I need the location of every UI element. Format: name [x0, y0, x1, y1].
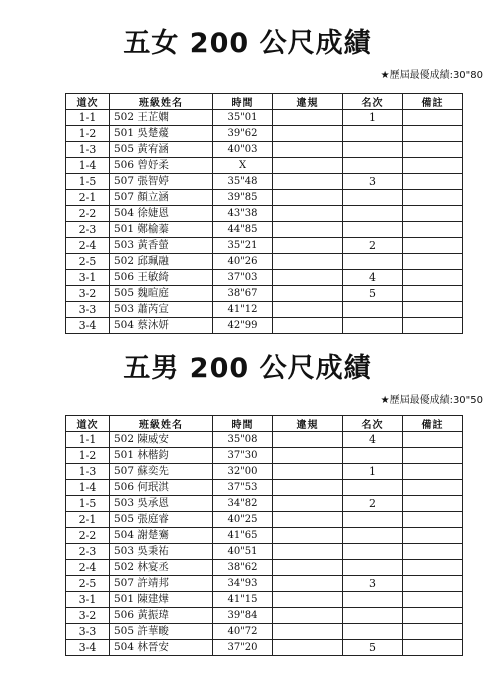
foul-cell — [273, 496, 343, 512]
table-row — [66, 464, 463, 480]
table-row — [66, 142, 463, 158]
rank-cell: 4 — [343, 432, 403, 448]
class-name-cell: 501 吳楚蕿 — [110, 126, 213, 142]
note-cell — [403, 432, 463, 448]
note-cell — [403, 110, 463, 126]
time-cell: 37"03 — [213, 270, 273, 286]
table-row — [66, 222, 463, 238]
class-name-cell: 502 陳威安 — [110, 432, 213, 448]
rank-cell — [343, 254, 403, 270]
class-name-cell: 507 顏立涵 — [110, 190, 213, 206]
header-class-name: 班級姓名 — [110, 94, 213, 110]
rank-cell: 2 — [343, 238, 403, 254]
table-row — [66, 544, 463, 560]
class-name-cell: 505 張庭睿 — [110, 512, 213, 528]
foul-cell — [273, 158, 343, 174]
boys-table-body — [66, 432, 463, 656]
table-row — [66, 190, 463, 206]
class-name-cell: 502 林宴丞 — [110, 560, 213, 576]
foul-cell — [273, 286, 343, 302]
note-cell — [403, 270, 463, 286]
note-cell — [403, 480, 463, 496]
header-foul: 違規 — [273, 94, 343, 110]
class-name-cell: 504 徐婕恩 — [110, 206, 213, 222]
rank-cell — [343, 158, 403, 174]
time-cell: 39"85 — [213, 190, 273, 206]
note-cell — [403, 448, 463, 464]
header-lane: 道次 — [66, 416, 110, 432]
foul-cell — [273, 560, 343, 576]
table-header-row — [66, 416, 463, 432]
class-name-cell: 503 黃香螢 — [110, 238, 213, 254]
rank-cell: 1 — [343, 464, 403, 480]
table-row — [66, 302, 463, 318]
rank-cell — [343, 512, 403, 528]
time-cell: 41"12 — [213, 302, 273, 318]
note-cell — [403, 286, 463, 302]
foul-cell — [273, 608, 343, 624]
time-cell: 34"82 — [213, 496, 273, 512]
class-name-cell: 501 鄭榆蓁 — [110, 222, 213, 238]
lane-cell: 1-5 — [66, 496, 110, 512]
note-cell — [403, 302, 463, 318]
boys-results-table — [65, 415, 463, 656]
table-row — [66, 480, 463, 496]
rank-cell — [343, 302, 403, 318]
class-name-cell: 504 蔡沐妍 — [110, 318, 213, 334]
note-cell — [403, 576, 463, 592]
lane-cell: 3-2 — [66, 608, 110, 624]
foul-cell — [273, 432, 343, 448]
foul-cell — [273, 206, 343, 222]
table-row — [66, 270, 463, 286]
foul-cell — [273, 254, 343, 270]
rank-cell — [343, 592, 403, 608]
rank-cell — [343, 448, 403, 464]
class-name-cell: 503 蕭芮宣 — [110, 302, 213, 318]
rank-cell: 5 — [343, 640, 403, 656]
time-cell: 41"15 — [213, 592, 273, 608]
time-cell: 35"48 — [213, 174, 273, 190]
note-cell — [403, 640, 463, 656]
lane-cell: 2-1 — [66, 512, 110, 528]
lane-cell: 1-3 — [66, 464, 110, 480]
foul-cell — [273, 142, 343, 158]
lane-cell: 1-4 — [66, 480, 110, 496]
time-cell: 40"25 — [213, 512, 273, 528]
table-row — [66, 576, 463, 592]
girls-title: 五女 200 公尺成績 — [123, 28, 372, 59]
class-name-cell: 501 陳建燁 — [110, 592, 213, 608]
table-row — [66, 528, 463, 544]
table-row — [66, 110, 463, 126]
table-row — [66, 206, 463, 222]
note-cell — [403, 158, 463, 174]
header-time: 時間 — [213, 416, 273, 432]
note-cell — [403, 222, 463, 238]
class-name-cell: 506 何珉淇 — [110, 480, 213, 496]
foul-cell — [273, 640, 343, 656]
foul-cell — [273, 592, 343, 608]
note-cell — [403, 174, 463, 190]
rank-cell: 3 — [343, 576, 403, 592]
table-row — [66, 254, 463, 270]
note-cell — [403, 238, 463, 254]
rank-cell — [343, 206, 403, 222]
rank-cell — [343, 608, 403, 624]
note-cell — [403, 190, 463, 206]
foul-cell — [273, 318, 343, 334]
note-cell — [403, 592, 463, 608]
time-cell: 32"00 — [213, 464, 273, 480]
header-note: 備註 — [403, 416, 463, 432]
lane-cell: 1-4 — [66, 158, 110, 174]
table-row — [66, 318, 463, 334]
girls-record: ★歷屆最優成績:30"80 — [380, 70, 483, 81]
time-cell: X — [213, 158, 273, 174]
girls-table-body — [66, 110, 463, 334]
lane-cell: 1-1 — [66, 432, 110, 448]
foul-cell — [273, 110, 343, 126]
table-row — [66, 560, 463, 576]
lane-cell: 2-3 — [66, 544, 110, 560]
rank-cell — [343, 560, 403, 576]
foul-cell — [273, 576, 343, 592]
time-cell: 38"67 — [213, 286, 273, 302]
lane-cell: 1-2 — [66, 126, 110, 142]
note-cell — [403, 142, 463, 158]
lane-cell: 2-3 — [66, 222, 110, 238]
table-row — [66, 608, 463, 624]
time-cell: 40"72 — [213, 624, 273, 640]
rank-cell — [343, 544, 403, 560]
boys-record: ★歷屆最優成績:30"50 — [380, 395, 483, 406]
foul-cell — [273, 270, 343, 286]
rank-cell: 5 — [343, 286, 403, 302]
table-row — [66, 126, 463, 142]
table-row — [66, 158, 463, 174]
class-name-cell: 507 張智婷 — [110, 174, 213, 190]
class-name-cell: 501 林楷鈞 — [110, 448, 213, 464]
class-name-cell: 502 王芷嫻 — [110, 110, 213, 126]
class-name-cell: 503 吳承恩 — [110, 496, 213, 512]
class-name-cell: 507 蘇奕先 — [110, 464, 213, 480]
class-name-cell: 503 吳秉祐 — [110, 544, 213, 560]
class-name-cell: 505 許華畯 — [110, 624, 213, 640]
lane-cell: 3-4 — [66, 640, 110, 656]
foul-cell — [273, 190, 343, 206]
class-name-cell: 505 魏暄庭 — [110, 286, 213, 302]
note-cell — [403, 528, 463, 544]
note-cell — [403, 464, 463, 480]
rank-cell — [343, 480, 403, 496]
note-cell — [403, 496, 463, 512]
class-name-cell: 502 邱珮融 — [110, 254, 213, 270]
lane-cell: 1-2 — [66, 448, 110, 464]
table-row — [66, 286, 463, 302]
time-cell: 43"38 — [213, 206, 273, 222]
note-cell — [403, 126, 463, 142]
time-cell: 37"53 — [213, 480, 273, 496]
foul-cell — [273, 528, 343, 544]
foul-cell — [273, 238, 343, 254]
foul-cell — [273, 448, 343, 464]
lane-cell: 2-2 — [66, 528, 110, 544]
time-cell: 41"65 — [213, 528, 273, 544]
lane-cell: 1-1 — [66, 110, 110, 126]
note-cell — [403, 512, 463, 528]
rank-cell: 3 — [343, 174, 403, 190]
header-class-name: 班級姓名 — [110, 416, 213, 432]
time-cell: 37"30 — [213, 448, 273, 464]
rank-cell: 4 — [343, 270, 403, 286]
time-cell: 35"01 — [213, 110, 273, 126]
class-name-cell: 505 黃宥涵 — [110, 142, 213, 158]
class-name-cell: 506 曾妤柔 — [110, 158, 213, 174]
lane-cell: 1-3 — [66, 142, 110, 158]
note-cell — [403, 318, 463, 334]
note-cell — [403, 206, 463, 222]
time-cell: 44"85 — [213, 222, 273, 238]
time-cell: 40"51 — [213, 544, 273, 560]
rank-cell: 2 — [343, 496, 403, 512]
lane-cell: 1-5 — [66, 174, 110, 190]
foul-cell — [273, 544, 343, 560]
table-row — [66, 448, 463, 464]
rank-cell — [343, 142, 403, 158]
lane-cell: 2-4 — [66, 238, 110, 254]
foul-cell — [273, 126, 343, 142]
foul-cell — [273, 464, 343, 480]
table-header-row — [66, 94, 463, 110]
table-row — [66, 432, 463, 448]
lane-cell: 2-1 — [66, 190, 110, 206]
time-cell: 39"62 — [213, 126, 273, 142]
time-cell: 40"26 — [213, 254, 273, 270]
rank-cell — [343, 222, 403, 238]
lane-cell: 2-5 — [66, 576, 110, 592]
header-note: 備註 — [403, 94, 463, 110]
lane-cell: 2-2 — [66, 206, 110, 222]
boys-title: 五男 200 公尺成績 — [123, 353, 372, 384]
header-time: 時間 — [213, 94, 273, 110]
class-name-cell: 506 黃振瑋 — [110, 608, 213, 624]
time-cell: 34"93 — [213, 576, 273, 592]
rank-cell: 1 — [343, 110, 403, 126]
note-cell — [403, 544, 463, 560]
time-cell: 38"62 — [213, 560, 273, 576]
foul-cell — [273, 624, 343, 640]
rank-cell — [343, 190, 403, 206]
rank-cell — [343, 624, 403, 640]
lane-cell: 2-4 — [66, 560, 110, 576]
time-cell: 35"08 — [213, 432, 273, 448]
note-cell — [403, 624, 463, 640]
header-rank: 名次 — [343, 416, 403, 432]
table-row — [66, 592, 463, 608]
time-cell: 37"20 — [213, 640, 273, 656]
time-cell: 40"03 — [213, 142, 273, 158]
table-row — [66, 238, 463, 254]
class-name-cell: 506 王敏綺 — [110, 270, 213, 286]
header-lane: 道次 — [66, 94, 110, 110]
foul-cell — [273, 512, 343, 528]
rank-cell — [343, 528, 403, 544]
table-row — [66, 174, 463, 190]
time-cell: 42"99 — [213, 318, 273, 334]
foul-cell — [273, 480, 343, 496]
note-cell — [403, 560, 463, 576]
class-name-cell: 504 林晉安 — [110, 640, 213, 656]
table-row — [66, 640, 463, 656]
lane-cell: 3-1 — [66, 270, 110, 286]
rank-cell — [343, 318, 403, 334]
header-rank: 名次 — [343, 94, 403, 110]
lane-cell: 2-5 — [66, 254, 110, 270]
note-cell — [403, 608, 463, 624]
table-row — [66, 624, 463, 640]
class-name-cell: 504 謝楚騫 — [110, 528, 213, 544]
lane-cell: 3-4 — [66, 318, 110, 334]
note-cell — [403, 254, 463, 270]
class-name-cell: 507 許靖邦 — [110, 576, 213, 592]
time-cell: 35"21 — [213, 238, 273, 254]
lane-cell: 3-1 — [66, 592, 110, 608]
lane-cell: 3-3 — [66, 302, 110, 318]
foul-cell — [273, 222, 343, 238]
foul-cell — [273, 302, 343, 318]
table-row — [66, 496, 463, 512]
table-row — [66, 512, 463, 528]
foul-cell — [273, 174, 343, 190]
header-foul: 違規 — [273, 416, 343, 432]
lane-cell: 3-3 — [66, 624, 110, 640]
lane-cell: 3-2 — [66, 286, 110, 302]
time-cell: 39"84 — [213, 608, 273, 624]
rank-cell — [343, 126, 403, 142]
girls-results-table — [65, 93, 463, 334]
